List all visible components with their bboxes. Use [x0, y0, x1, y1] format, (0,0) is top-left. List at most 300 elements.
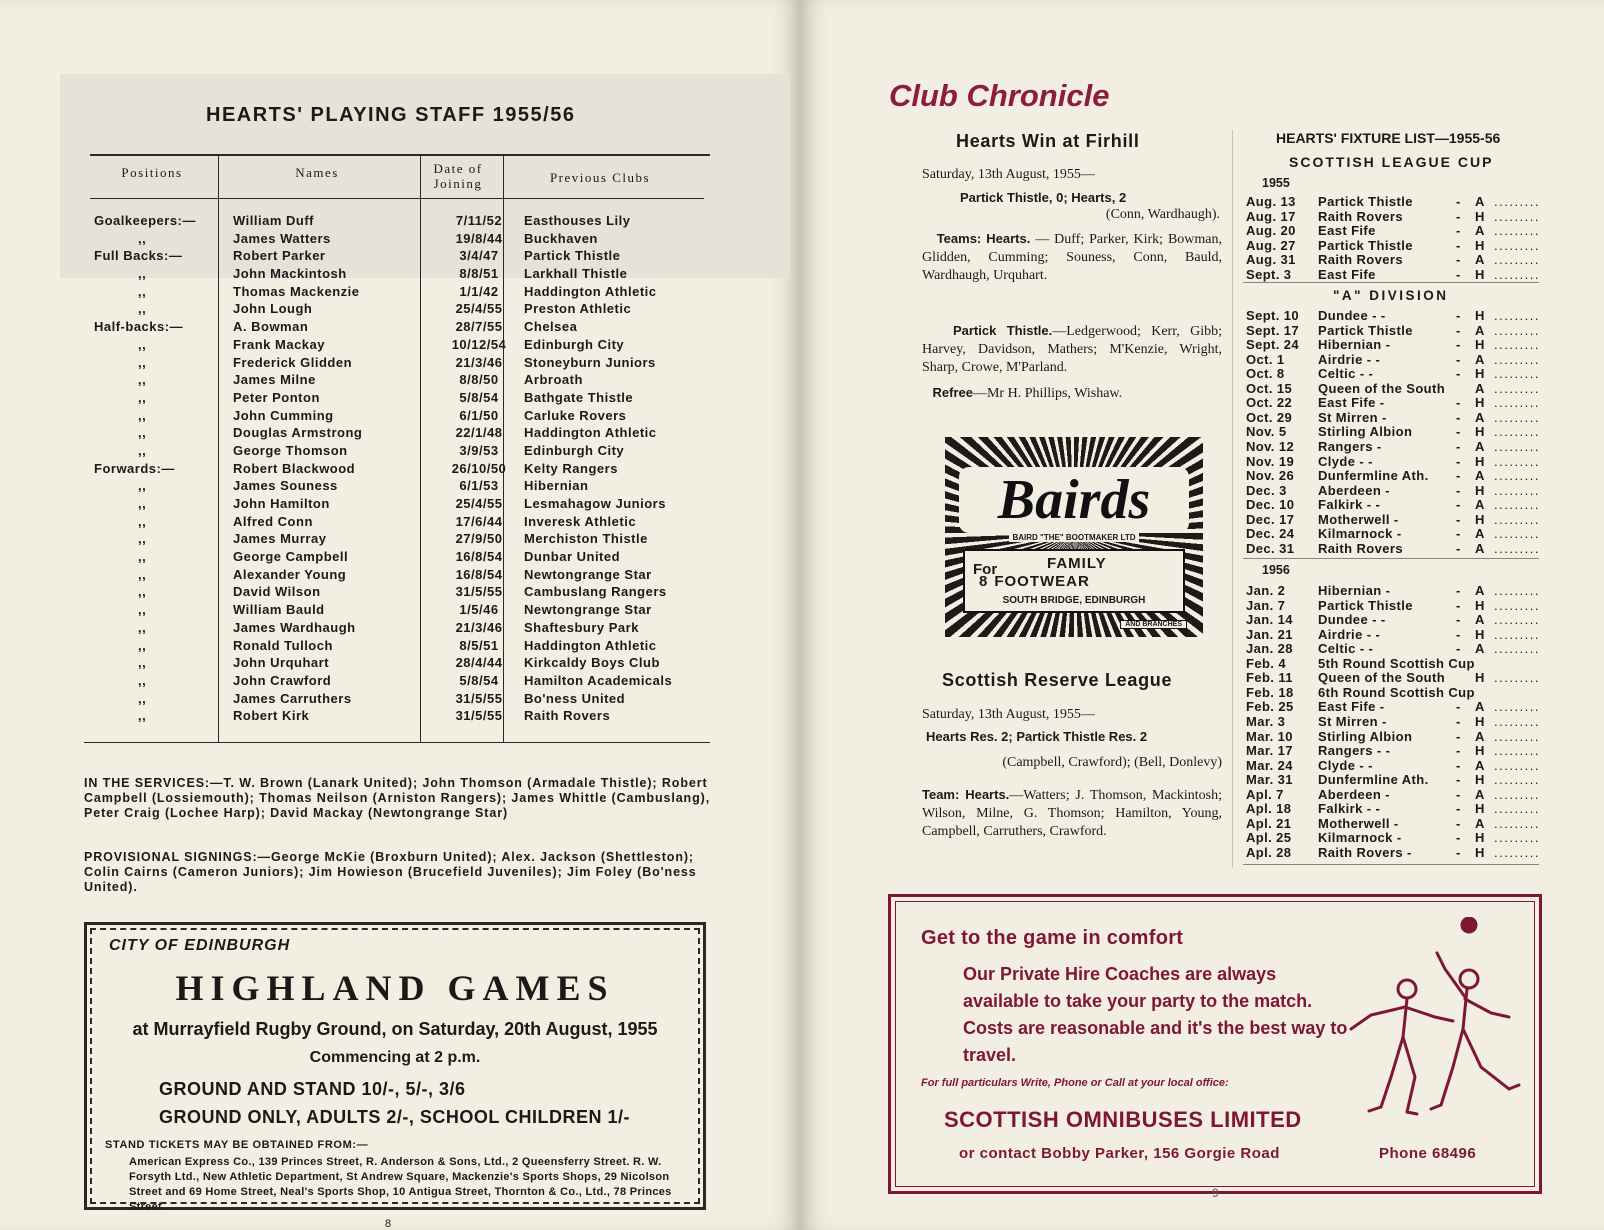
fixture-opponent: Partick Thistle	[1318, 237, 1413, 253]
staff-position: ,,	[138, 266, 147, 282]
staff-date: 28/4/44	[455, 655, 503, 671]
fixture-separator: -	[1456, 743, 1461, 759]
fixture-date: Jan. 28	[1246, 641, 1293, 657]
coach-hire-ad	[888, 894, 1542, 1194]
staff-date: 8/8/50	[459, 372, 499, 388]
staff-club: Merchiston Thistle	[524, 531, 648, 547]
fixture-opponent: Raith Rovers	[1318, 208, 1403, 224]
fixture-date: Jan. 14	[1246, 612, 1293, 628]
games-tickets-head: STAND TICKETS MAY BE OBTAINED FROM:—	[105, 1139, 369, 1151]
fixture-date: Sept. 17	[1246, 322, 1300, 338]
staff-name: James Murray	[233, 531, 327, 547]
staff-date: 31/5/55	[455, 690, 503, 706]
staff-date: 19/8/44	[455, 230, 503, 246]
fixture-date: Nov. 5	[1246, 424, 1287, 440]
table-row	[94, 248, 714, 266]
fixture-dots: .........	[1494, 424, 1541, 440]
fixture-venue: A	[1475, 380, 1485, 396]
coach-company: SCOTTISH OMNIBUSES LIMITED	[944, 1107, 1302, 1132]
staff-name: Alexander Young	[233, 566, 347, 582]
table-row	[94, 301, 714, 319]
fixture-date: Feb. 18	[1246, 684, 1294, 700]
reserve-heading: Scottish Reserve League	[942, 670, 1173, 690]
fixture-venue: H	[1475, 511, 1485, 527]
fixture-dots: .........	[1494, 830, 1541, 846]
table-row	[94, 266, 714, 284]
fixture-separator: -	[1456, 801, 1461, 817]
table-row	[94, 213, 714, 231]
staff-position: ,,	[138, 619, 147, 635]
staff-club: Newtongrange Star	[524, 566, 652, 582]
firhill-referee: Refree—Mr H. Phillips, Wishaw.	[932, 385, 1123, 401]
fixture-date: Apl. 28	[1246, 844, 1292, 860]
fixture-rule	[1243, 558, 1539, 559]
fixture-separator: -	[1456, 641, 1461, 657]
fixture-venue: A	[1475, 699, 1485, 715]
left-page	[0, 0, 800, 1230]
staff-table	[94, 213, 714, 726]
fixture-opponent: Motherwell -	[1318, 511, 1399, 527]
fixture-date: Dec. 3	[1246, 482, 1287, 498]
fixture-opponent: East Fife	[1318, 223, 1376, 239]
staff-club: Bathgate Thistle	[524, 389, 634, 405]
fixture-dots: .........	[1494, 786, 1541, 802]
staff-club: Haddington Athletic	[524, 283, 657, 299]
header-rule	[90, 198, 704, 199]
fixture-venue: H	[1475, 337, 1485, 353]
fixture-date: Aug. 13	[1246, 194, 1296, 209]
fixture-separator: -	[1456, 438, 1461, 454]
staff-position: Forwards:—	[94, 460, 175, 476]
fixture-separator: -	[1456, 526, 1461, 542]
fixture-venue: A	[1475, 194, 1485, 209]
fixture-separator: -	[1456, 252, 1461, 268]
fixture-opponent: Raith Rovers -	[1318, 844, 1412, 860]
bairds-family: FAMILY	[1047, 555, 1107, 572]
staff-position: ,,	[138, 407, 147, 423]
fixture-opponent: Dunfermline Ath.	[1318, 772, 1429, 788]
staff-name: Ronald Tulloch	[233, 637, 333, 653]
services-note: IN THE SERVICES:—T. W. Brown (Lanark United); John Thomson (Armadale Thistle); Robert Campbell (Lossiemouth); Thomas Neilson (Arniston Rangers); James Whittle (Cambuslang), Peter Craig (Lochee Harp); David Mackay (Newtongrange Star)	[84, 776, 711, 820]
fixture-dots: .........	[1494, 337, 1541, 353]
league-cup-heading: SCOTTISH LEAGUE CUP	[1289, 154, 1494, 170]
staff-position: ,,	[138, 690, 147, 706]
fixture-venue: A	[1475, 728, 1485, 744]
table-row	[94, 443, 714, 461]
fixture-venue: H	[1475, 395, 1485, 411]
fixture-venue: H	[1475, 266, 1485, 282]
fixture-dots: .........	[1494, 366, 1541, 382]
fixture-venue: H	[1475, 670, 1485, 686]
fixture-dots: .........	[1494, 626, 1541, 642]
fixture-date: Sept. 24	[1246, 337, 1300, 353]
fixture-dots: .........	[1494, 757, 1541, 773]
fixture-opponent: Partick Thistle	[1318, 597, 1413, 613]
fixture-opponent: Rangers -	[1318, 438, 1382, 454]
fixture-dots: .........	[1494, 395, 1541, 411]
reserve-score: Hearts Res. 2; Partick Thistle Res. 2	[926, 729, 1148, 744]
games-city: CITY OF EDINBURGH	[109, 937, 291, 954]
column-divider	[1232, 130, 1233, 868]
fixture-date: Oct. 22	[1246, 395, 1293, 411]
staff-date: 3/4/47	[459, 248, 499, 264]
fixture-opponent: Celtic - -	[1318, 366, 1374, 382]
staff-club: Preston Athletic	[524, 301, 632, 317]
fixture-dots: .........	[1494, 670, 1541, 686]
staff-name: Robert Blackwood	[233, 460, 356, 476]
fixture-venue: A	[1475, 757, 1485, 773]
fixture-dots: .........	[1494, 497, 1541, 513]
reserve-team: Team: Hearts.—Watters; J. Thomson, Mackintosh; Wilson, Milne, G. Thomson; Hamilton, Young, Campbell, Carruthers, Crawford.	[922, 787, 1222, 839]
staff-date: 22/1/48	[455, 425, 503, 441]
table-row	[94, 655, 714, 673]
coach-body: Our Private Hire Coaches are always available to take your party to the match. Costs are reasonable and it's the best way to travel.	[963, 964, 1348, 1065]
staff-position: ,,	[138, 655, 147, 671]
staff-date: 7/11/52	[455, 213, 503, 228]
bairds-ad	[945, 437, 1203, 637]
fixture-title: HEARTS' FIXTURE LIST—1955-56	[1276, 130, 1501, 146]
fixture-venue: H	[1475, 626, 1485, 642]
fixture-dots: .........	[1494, 743, 1541, 759]
fixture-opponent: East Fife -	[1318, 395, 1385, 411]
division-heading: "A" DIVISION	[1333, 288, 1449, 303]
staff-date: 16/8/54	[455, 566, 503, 582]
table-top-rule	[90, 154, 710, 156]
fixture-opponent: Rangers - -	[1318, 743, 1391, 759]
fixture-opponent: Dundee - -	[1318, 308, 1386, 323]
staff-position: ,,	[138, 372, 147, 388]
fixture-dots: .........	[1494, 844, 1541, 860]
staff-club: Hibernian	[524, 478, 589, 494]
fixture-venue: H	[1475, 801, 1485, 817]
fixture-date: Sept. 10	[1246, 308, 1300, 323]
fixture-opponent: Hibernian -	[1318, 583, 1391, 598]
games-title: HIGHLAND GAMES	[175, 968, 615, 1008]
fixture-opponent: Celtic - -	[1318, 641, 1374, 657]
fixture-venue: H	[1475, 453, 1485, 469]
staff-position: ,,	[138, 584, 147, 600]
fixture-venue: H	[1475, 482, 1485, 498]
fixture-date: Mar. 24	[1246, 757, 1293, 773]
staff-club: Haddington Athletic	[524, 425, 657, 441]
fixture-opponent: 6th Round Scottish Cup	[1318, 684, 1475, 700]
fixture-separator: -	[1456, 237, 1461, 253]
staff-name: Peter Ponton	[233, 389, 320, 405]
staff-name: Robert Kirk	[233, 708, 310, 724]
staff-club: Easthouses Lily	[524, 213, 631, 228]
fixture-separator: -	[1456, 786, 1461, 802]
fixture-dots: .........	[1494, 612, 1541, 628]
fixture-date: Nov. 26	[1246, 468, 1295, 484]
fixture-opponent: Aberdeen -	[1318, 482, 1390, 498]
staff-name: James Souness	[233, 478, 338, 494]
bairds-logo: Bairds	[959, 467, 1189, 533]
staff-name: Frank Mackay	[233, 336, 325, 352]
fixture-dots: .........	[1494, 540, 1541, 556]
fixture-dots: .........	[1494, 713, 1541, 729]
fixture-venue: H	[1475, 830, 1485, 846]
staff-date: 27/9/50	[455, 531, 503, 547]
fixture-separator: -	[1456, 194, 1461, 209]
fixture-venue: H	[1475, 743, 1485, 759]
fixture-separator: -	[1456, 815, 1461, 831]
fixture-dots: .........	[1494, 468, 1541, 484]
table-row	[94, 231, 714, 249]
fixture-opponent: Dundee - -	[1318, 612, 1386, 628]
fixture-date: Dec. 17	[1246, 511, 1295, 527]
table-row	[94, 620, 714, 638]
staff-position: ,,	[138, 496, 147, 511]
fixture-opponent: Airdrie - -	[1318, 351, 1381, 367]
fixture-separator: -	[1456, 424, 1461, 440]
fixture-separator: -	[1456, 322, 1461, 338]
fixture-venue: A	[1475, 786, 1485, 802]
staff-position: ,,	[138, 283, 147, 299]
staff-date: 26/10/50	[451, 460, 507, 476]
fixture-date: Feb. 4	[1246, 655, 1286, 671]
fixture-date: Mar. 17	[1246, 743, 1293, 759]
fixture-date: Oct. 29	[1246, 409, 1293, 425]
staff-position: Half-backs:—	[94, 319, 184, 335]
fixture-venue: A	[1475, 223, 1485, 239]
coach-contact: or contact Bobby Parker, 156 Gorgie Road	[959, 1145, 1280, 1162]
fixture-dots: .........	[1494, 409, 1541, 425]
fixture-dots: .........	[1494, 728, 1541, 744]
table-row	[94, 284, 714, 302]
games-tickets-body: American Express Co., 139 Princes Street, R. Anderson & Sons, Ltd., 2 Queensferry Street. R. W. Forsyth Ltd., New Athletic Department, St Andrew Square, Mackenzie's Sports Shops, 29 Nicolson Street and 69 Home Street, Neal's Sports Shop, 10 Antigua Street, Thornton & Co., Ltd., 78 Princes Street	[129, 1156, 672, 1213]
reserve-date: Saturday, 13th August, 1955—	[922, 707, 1095, 722]
staff-date: 5/8/54	[459, 672, 499, 688]
fixture-date: Jan. 2	[1246, 583, 1286, 598]
fixture-venue: A	[1475, 526, 1485, 542]
fixture-venue: A	[1475, 641, 1485, 657]
col-head-names: Names	[295, 165, 339, 180]
staff-club: Kirkcaldy Boys Club	[524, 655, 660, 671]
staff-club: Carluke Rovers	[524, 407, 627, 423]
fixture-dots: .........	[1494, 252, 1541, 268]
fixture-opponent: Hibernian -	[1318, 337, 1391, 353]
staff-club: Cambuslang Rangers	[524, 584, 667, 600]
games-price-ground: GROUND ONLY, ADULTS 2/-, SCHOOL CHILDREN 1/-	[159, 1107, 631, 1127]
fixture-separator: -	[1456, 844, 1461, 860]
fixture-date: Jan. 7	[1246, 597, 1286, 613]
fixture-separator: -	[1456, 713, 1461, 729]
staff-club: Lesmahagow Juniors	[524, 496, 666, 511]
fixture-separator: -	[1456, 208, 1461, 224]
table-row	[94, 514, 714, 532]
fixture-dots: .........	[1494, 223, 1541, 239]
fixture-separator: -	[1456, 612, 1461, 628]
fixture-dots: .........	[1494, 526, 1541, 542]
staff-name: James Wardhaugh	[233, 619, 356, 635]
col-head-positions: Positions	[121, 165, 183, 180]
bairds-address: SOUTH BRIDGE, EDINBURGH	[1002, 595, 1146, 606]
staff-name: James Carruthers	[233, 690, 352, 706]
fixture-rule	[1243, 282, 1539, 283]
staff-name: John Lough	[233, 301, 313, 317]
staff-name: John Cumming	[233, 407, 334, 423]
fixture-separator: -	[1456, 699, 1461, 715]
staff-position: ,,	[138, 602, 147, 618]
table-row	[94, 673, 714, 691]
fixture-dots: .........	[1494, 322, 1541, 338]
staff-position: ,,	[138, 354, 147, 370]
fixture-separator: -	[1456, 337, 1461, 353]
staff-date: 3/9/53	[459, 442, 499, 458]
fixture-date: Oct. 8	[1246, 366, 1285, 382]
fixture-separator: -	[1456, 540, 1461, 556]
staff-club: Dunbar United	[524, 549, 621, 565]
firhill-teams: Teams: Hearts. — Duff; Parker, Kirk; Bowman, Glidden, Cumming; Souness, Conn, Bauld, Wardhaugh, Urquhart.	[922, 231, 1223, 283]
staff-date: 6/1/50	[459, 407, 499, 423]
fixture-venue: A	[1475, 612, 1485, 628]
staff-name: James Watters	[233, 230, 331, 246]
fixture-opponent: Partick Thistle	[1318, 322, 1413, 338]
fixture-venue: H	[1475, 713, 1485, 729]
fixture-opponent: Queen of the South	[1318, 670, 1446, 686]
table-row	[94, 602, 714, 620]
reserve-scorers: (Campbell, Crawford); (Bell, Donlevy)	[1002, 755, 1222, 770]
staff-club: Inveresk Athletic	[524, 513, 637, 529]
staff-position: ,,	[138, 425, 147, 441]
staff-name: John Crawford	[233, 672, 332, 688]
staff-club: Edinburgh City	[524, 336, 625, 352]
provisional-signings: PROVISIONAL SIGNINGS:—George McKie (Broxburn United); Alex. Jackson (Shettleston); Colin Cairns (Cameron Juniors); Jim Howieson (Brucefield Juveniles); Jim Foley (Bo'ness United).	[84, 850, 697, 894]
staff-club: Newtongrange Star	[524, 602, 652, 618]
fixture-opponent: East Fife -	[1318, 699, 1385, 715]
staff-title: HEARTS' PLAYING STAFF 1955/56	[206, 104, 576, 126]
footballers-illustration	[1341, 917, 1531, 1117]
staff-position: ,,	[138, 389, 147, 405]
staff-club: Arbroath	[524, 372, 583, 388]
bairds-subtitle: BAIRD "THE" BOOTMAKER LTD	[1009, 533, 1140, 542]
fixture-dots: .........	[1494, 583, 1541, 598]
staff-position: ,,	[138, 230, 147, 246]
table-row	[94, 531, 714, 549]
bairds-box	[963, 549, 1185, 613]
fixture-separator: -	[1456, 772, 1461, 788]
fixture-date: Dec. 31	[1246, 540, 1295, 556]
fixture-venue: H	[1475, 424, 1485, 440]
fixture-separator: -	[1456, 597, 1461, 613]
fixture-date: Aug. 27	[1246, 237, 1296, 253]
games-venue: at Murrayfield Rugby Ground, on Saturday, 20th August, 1955	[132, 1019, 658, 1039]
fixture-date: Oct. 1	[1246, 351, 1285, 367]
fixture-opponent: Motherwell -	[1318, 815, 1399, 831]
fixture-venue: A	[1475, 815, 1485, 831]
fixture-dots: .........	[1494, 641, 1541, 657]
fixture-dots: .........	[1494, 266, 1541, 282]
fixture-opponent: Kilmarnock -	[1318, 526, 1402, 542]
coach-headline: Get to the game in comfort	[921, 927, 1184, 949]
page-number: 9	[1212, 1186, 1219, 1200]
staff-date: 1/5/46	[459, 602, 499, 618]
fixture-opponent: Clyde - -	[1318, 453, 1373, 469]
coach-phone: Phone 68496	[1379, 1145, 1477, 1162]
coach-small-print: For full particulars Write, Phone or Call at your local office:	[921, 1077, 1229, 1089]
staff-position: ,,	[138, 336, 147, 352]
fixture-separator: -	[1456, 395, 1461, 411]
staff-name: Frederick Glidden	[233, 354, 353, 370]
fixture-venue: A	[1475, 409, 1485, 425]
page-number: 8	[385, 1218, 392, 1230]
bairds-footwear: 8 FOOTWEAR	[979, 573, 1090, 590]
staff-club: Stoneyburn Juniors	[524, 354, 656, 370]
fixture-opponent: Stirling Albion	[1318, 728, 1413, 744]
staff-date: 31/5/55	[455, 584, 503, 600]
fixture-date: Nov. 12	[1246, 438, 1295, 454]
fixture-venue: A	[1475, 438, 1485, 454]
staff-date: 17/6/44	[455, 513, 503, 529]
staff-position: Goalkeepers:—	[94, 213, 196, 228]
fixture-dots: .........	[1494, 308, 1541, 323]
staff-position: ,,	[138, 301, 147, 317]
staff-date: 1/1/42	[459, 283, 499, 299]
fixture-dots: .........	[1494, 772, 1541, 788]
staff-date: 8/8/51	[459, 266, 499, 282]
staff-date: 5/8/54	[459, 389, 499, 405]
staff-position: ,,	[138, 442, 147, 458]
staff-club: Raith Rovers	[524, 708, 611, 724]
table-row	[94, 496, 714, 514]
fixture-year-1955: 1955	[1262, 176, 1290, 190]
fixture-opponent: Raith Rovers	[1318, 252, 1403, 268]
staff-club: Chelsea	[524, 319, 578, 335]
fixture-venue: A	[1475, 322, 1485, 338]
fixture-venue: H	[1475, 597, 1485, 613]
staff-date: 10/12/54	[451, 336, 507, 352]
fixture-separator: -	[1456, 308, 1461, 323]
fixture-separator: -	[1456, 468, 1461, 484]
fixture-dots: .........	[1494, 453, 1541, 469]
fixture-dots: .........	[1494, 351, 1541, 367]
table-row	[94, 425, 714, 443]
fixture-separator: -	[1456, 453, 1461, 469]
fixture-date: Aug. 17	[1246, 208, 1296, 224]
table-row	[94, 372, 714, 390]
table-row	[94, 708, 714, 726]
table-row	[94, 549, 714, 567]
fixture-opponent: St Mirren -	[1318, 713, 1387, 729]
bairds-branches: AND BRANCHES	[1120, 620, 1187, 629]
staff-name: David Wilson	[233, 584, 321, 600]
staff-club: Haddington Athletic	[524, 637, 657, 653]
staff-name: John Hamilton	[233, 496, 330, 511]
fixture-venue: H	[1475, 237, 1485, 253]
fixture-dots: .........	[1494, 380, 1541, 396]
fixture-date: Feb. 11	[1246, 670, 1293, 686]
table-row	[94, 691, 714, 709]
fixture-separator: -	[1456, 266, 1461, 282]
staff-position: ,,	[138, 531, 147, 547]
fixture-separator: -	[1456, 366, 1461, 382]
fixture-venue: A	[1475, 252, 1485, 268]
staff-name: A. Bowman	[233, 319, 309, 335]
fixture-separator: -	[1456, 497, 1461, 513]
fixture-separator: -	[1456, 757, 1461, 773]
fixture-venue: A	[1475, 583, 1485, 598]
staff-name: Douglas Armstrong	[233, 425, 363, 441]
fixture-date: Apl. 18	[1246, 801, 1292, 817]
fixture-dots: .........	[1494, 482, 1541, 498]
staff-position: ,,	[138, 513, 147, 529]
fixture-dots: .........	[1494, 208, 1541, 224]
fixture-separator: -	[1456, 482, 1461, 498]
fixture-dots: .........	[1494, 237, 1541, 253]
fixture-date: Oct. 15	[1246, 380, 1293, 396]
table-row	[94, 638, 714, 656]
staff-position: ,,	[138, 566, 147, 582]
